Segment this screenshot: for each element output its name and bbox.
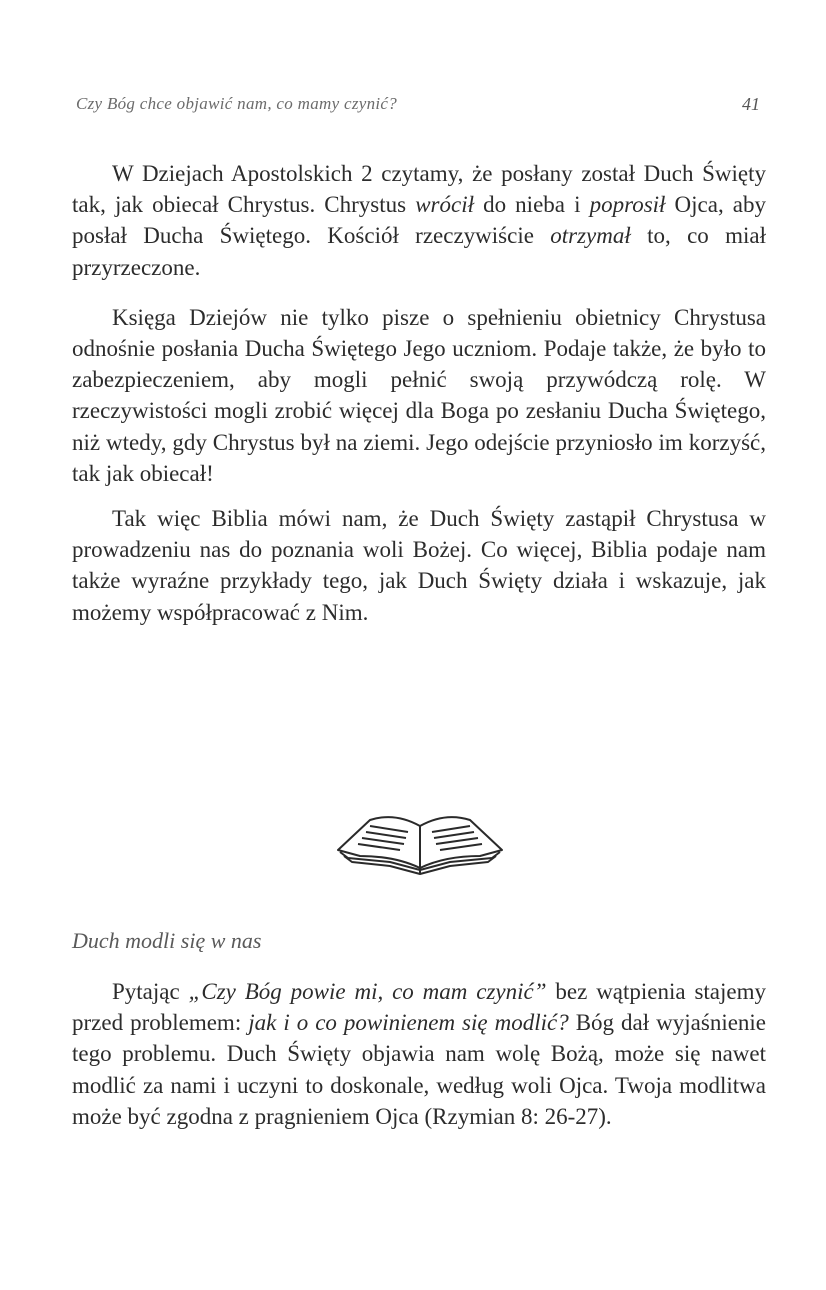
paragraph-4-text-c: Bóg dał wyjaśnienie tego problemu. Duch Święty objawia nam wolę Bożą, może się nawet modlić za nami i uczyni to doskonale, według woli Ojca. Twoja modlitwa może być zgodna z pragnieniem Ojca (Rzymian 8: 26-27). bbox=[72, 1010, 767, 1129]
paragraph-2: Księga Dziejów nie tylko pisze o spełnieniu obietnicy Chrystusa odnośnie posłania Ducha Świętego Jego uczniom. Podaje także, że było to zabezpieczeniem, aby mogli pełnić swoją przywódczą rolę. W rzeczywistości mogli zrobić więcej dla Boga po zesłaniu Ducha Świętego, niż wtedy, gdy Chrystus był na ziemi. Jego odejście przyniosło im korzyść, tak jak obiecał! bbox=[72, 304, 766, 486]
paragraph-1-text-d: to, co miał przyrzeczone. bbox=[72, 223, 766, 280]
section-heading: Duch modli się w nas bbox=[72, 928, 262, 953]
emphasis-quote: „Czy Bóg powie mi, co mam czynić” bbox=[188, 979, 547, 1004]
paragraph-4-text-a: Pytając bbox=[112, 979, 189, 1004]
emphasis-otrzymal: otrzymał bbox=[550, 223, 631, 249]
emphasis-wrocil: wrócił bbox=[415, 192, 474, 218]
page-header bbox=[76, 94, 760, 120]
paragraph-1-text-a: W Dziejach Apostolskich 2 czytamy, że posłany został Duch Święty tak, jak obiecał Chrystus. Chrystus bbox=[72, 161, 766, 218]
paragraph-1-text-c: Ojca, aby posłał Ducha Świętego. Kościół rzeczywiście bbox=[72, 192, 766, 249]
open-book-icon bbox=[330, 800, 510, 890]
paragraph-4 bbox=[72, 976, 766, 1132]
paragraph-4-text-b: bez wątpienia stajemy przed problemem: bbox=[72, 979, 767, 1036]
emphasis-poprosil: poprosił bbox=[589, 192, 666, 218]
page-number: 41 bbox=[742, 94, 760, 114]
paragraph-3: Tak więc Biblia mówi nam, że Duch Święty zastąpił Chrystusa w prowadzeniu nas do poznania woli Bożej. Co więcej, Biblia podaje nam także wyraźne przykłady tego, jak Duch Święty działa i wskazuje, jak możemy współpracować z Nim. bbox=[72, 506, 766, 625]
page-body bbox=[72, 158, 766, 628]
running-head: Czy Bóg chce objawić nam, co mamy czynić? bbox=[76, 94, 398, 113]
emphasis-question: jak i o co powinienem się modlić? bbox=[248, 1010, 569, 1036]
paragraph-1-text-b: do nieba i bbox=[473, 192, 590, 218]
paragraph-1 bbox=[72, 158, 766, 283]
